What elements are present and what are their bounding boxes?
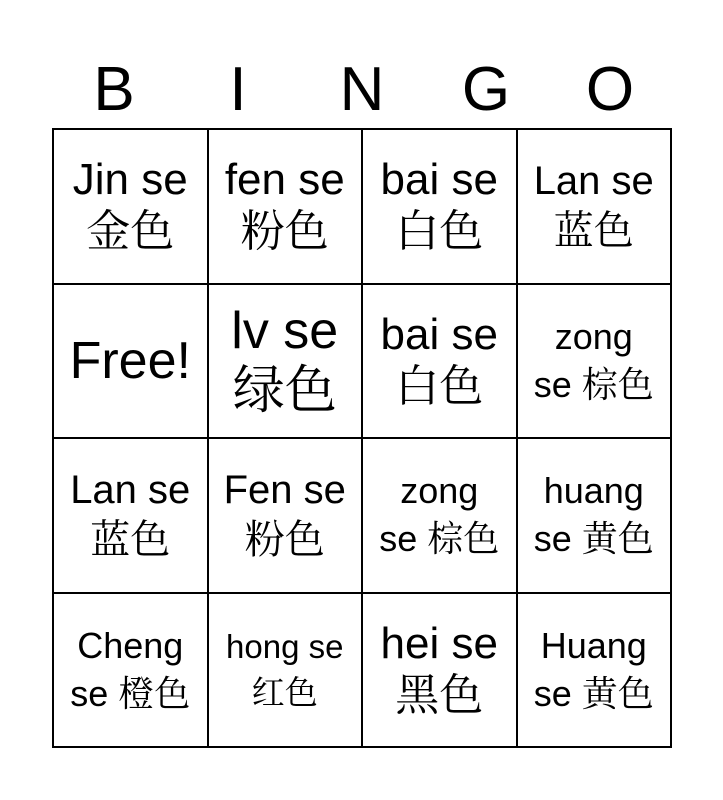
cell-text: zong se 棕色: [533, 315, 654, 405]
cell-text: lv se 绿色: [231, 301, 339, 420]
cell-text: Fen se 粉色: [223, 468, 346, 563]
header-letter-b: B: [93, 55, 135, 124]
bingo-cell[interactable]: [208, 593, 363, 748]
cell-text: Jin se 金色: [72, 155, 188, 257]
bingo-cell[interactable]: [362, 284, 517, 439]
bingo-header: [52, 52, 672, 128]
bingo-cell-free[interactable]: [53, 284, 208, 439]
cell-text: Cheng se 橙色: [70, 624, 191, 714]
bingo-cell[interactable]: [362, 593, 517, 748]
header-letter-n: N: [339, 55, 385, 124]
bingo-cell[interactable]: [53, 129, 208, 284]
bingo-cell[interactable]: [362, 129, 517, 284]
bingo-cell[interactable]: [517, 284, 672, 439]
cell-text: huang se 黄色: [533, 470, 654, 560]
cell-text: hei se 黑色: [380, 618, 498, 720]
cell-text: bai se 白色: [380, 155, 498, 257]
cell-text: hong se 红色: [226, 627, 344, 711]
cell-text: zong se 棕色: [379, 470, 500, 560]
bingo-cell[interactable]: [208, 129, 363, 284]
header-letter-i: I: [229, 55, 247, 124]
bingo-cell[interactable]: [208, 284, 363, 439]
bingo-cell[interactable]: [53, 593, 208, 748]
cell-text: fen se 粉色: [224, 155, 345, 257]
header-letter-g: G: [461, 55, 511, 124]
cell-text: Lan se 蓝色: [70, 468, 191, 563]
cell-text: bai se 白色: [380, 309, 498, 411]
bingo-cell[interactable]: [208, 438, 363, 593]
bingo-cell[interactable]: [53, 438, 208, 593]
bingo-cell[interactable]: [517, 438, 672, 593]
cell-text: Lan se 蓝色: [533, 159, 654, 254]
cell-text: Free!: [69, 331, 191, 390]
cell-text: Huang se 黄色: [533, 624, 654, 714]
bingo-board: [52, 128, 672, 748]
bingo-cell[interactable]: [517, 129, 672, 284]
header-letter-o: O: [585, 55, 635, 124]
bingo-cell[interactable]: [362, 438, 517, 593]
bingo-cell[interactable]: [517, 593, 672, 748]
